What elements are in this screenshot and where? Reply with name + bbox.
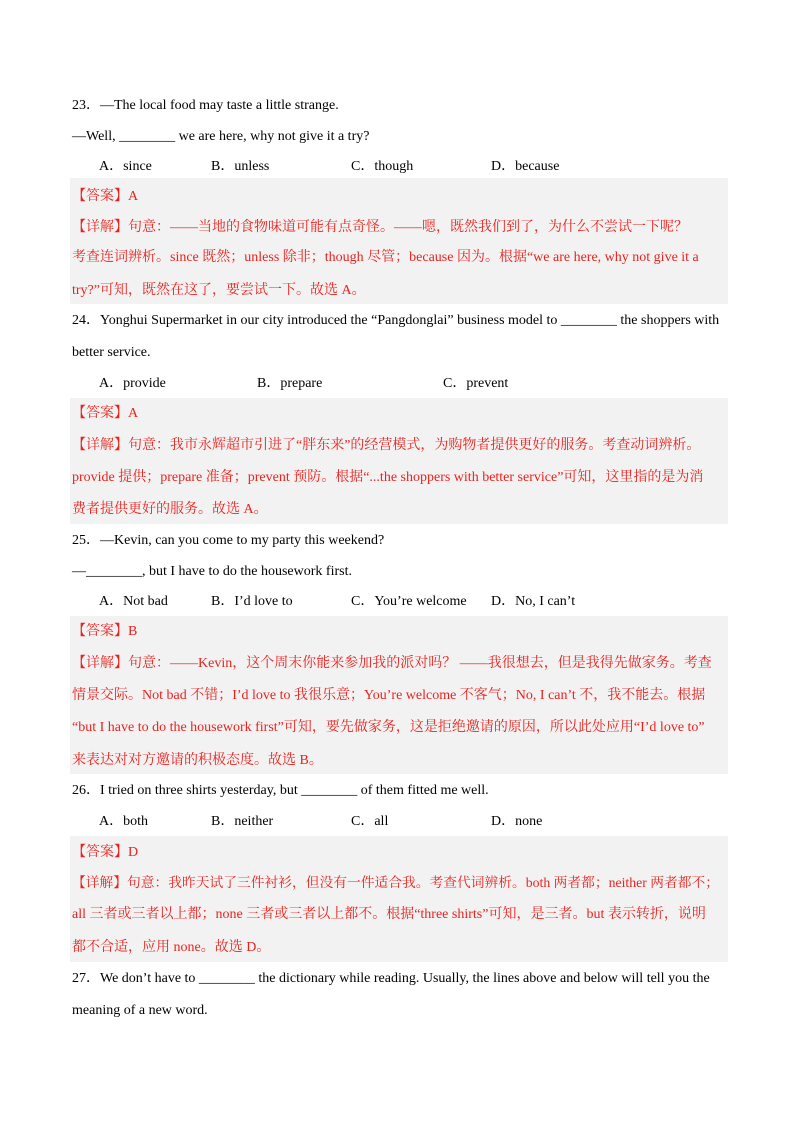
question-25-options	[0, 594, 800, 610]
question-23-stem-line-2: —Well, ________ we are here, why not give it a try?	[72, 129, 370, 144]
question-26-options	[0, 814, 800, 830]
option-b: B．I’d love to	[211, 594, 293, 609]
option-a: A．since	[99, 159, 152, 174]
detail-23-line-2: 考查连词辨析。since 既然；unless 除非；though 尽管；because 因为。根据“we are here, why not give it a	[72, 250, 699, 265]
option-a: A．Not bad	[99, 594, 168, 609]
option-c: C．You’re welcome	[351, 594, 467, 609]
answer-26: 【答案】D	[72, 845, 139, 860]
option-c: C．prevent	[443, 376, 509, 391]
question-27-stem-line-2: meaning of a new word.	[72, 1003, 208, 1018]
option-d: D．No, I can’t	[491, 594, 576, 609]
answer-24: 【答案】A	[72, 406, 139, 421]
option-b: B．neither	[211, 814, 274, 829]
option-d: D．because	[491, 159, 560, 174]
detail-26-line-2: all 三者或三者以上都；none 三者或三者以上都不。根据“three shirts”可知，是三者。but 表示转折，说明	[72, 907, 706, 922]
answer-23: 【答案】A	[72, 189, 139, 204]
option-b: B．prepare	[257, 376, 323, 391]
question-24-stem-line-2: better service.	[72, 345, 151, 360]
detail-25-line-4: 来表达对对方邀请的积极态度。故选 B。	[72, 753, 323, 768]
question-24-options	[0, 376, 800, 392]
option-d: D．none	[491, 814, 543, 829]
detail-25-line-2: 情景交际。Not bad 不错；I’d love to 我很乐意；You’re welcome 不客气；No, I can’t 不，我不能去。根据	[72, 688, 706, 703]
question-25-stem-line-1: 25．—Kevin, can you come to my party this weekend?	[72, 533, 385, 548]
question-23-stem-line-1: 23．—The local food may taste a little strange.	[72, 98, 339, 113]
option-a: A．provide	[99, 376, 166, 391]
detail-24-line-1: 【详解】句意：我市永辉超市引进了“胖东来”的经营模式，为购物者提供更好的服务。考查动词辨析。	[72, 438, 701, 453]
option-c: C．though	[351, 159, 414, 174]
detail-24-line-2: provide 提供；prepare 准备；prevent 预防。根据“...the shoppers with better service”可知，这里指的是为消	[72, 470, 704, 485]
question-27-stem-line-1: 27．We don’t have to ________ the dictionary while reading. Usually, the lines above and below will tell you the	[72, 971, 710, 986]
question-23-options	[0, 159, 800, 175]
detail-24-line-3: 费者提供更好的服务。故选 A。	[72, 502, 268, 517]
question-25-stem-line-2: —________, but I have to do the housework first.	[72, 564, 352, 579]
option-b: B．unless	[211, 159, 270, 174]
question-24-stem-line-1: 24．Yonghui Supermarket in our city introduced the “Pangdonglai” business model to ________ the shoppers with	[72, 313, 720, 328]
detail-25-line-1: 【详解】句意：——Kevin，这个周末你能来参加我的派对吗？ ——我很想去，但是我得先做家务。考查	[72, 656, 712, 671]
detail-25-line-3: “but I have to do the housework first”可知，要先做家务，这是拒绝邀请的原因，所以此处应用“I’d love to”	[72, 720, 705, 735]
answer-25: 【答案】B	[72, 624, 138, 639]
option-c: C．all	[351, 814, 389, 829]
detail-23-line-3: try?”可知，既然在这了，要尝试一下。故选 A。	[72, 283, 366, 298]
option-a: A．both	[99, 814, 148, 829]
detail-23-line-1: 【详解】句意：——当地的食物味道可能有点奇怪。——嗯，既然我们到了，为什么不尝试一下呢？	[72, 220, 688, 235]
detail-26-line-1: 【详解】句意：我昨天试了三件衬衫，但没有一件适合我。考查代词辨析。both 两者都；neither 两者都不；	[72, 875, 719, 890]
question-26-stem-line-1: 26．I tried on three shirts yesterday, but ________ of them fitted me well.	[72, 783, 489, 798]
detail-26-line-3: 都不合适，应用 none。故选 D。	[72, 940, 271, 955]
